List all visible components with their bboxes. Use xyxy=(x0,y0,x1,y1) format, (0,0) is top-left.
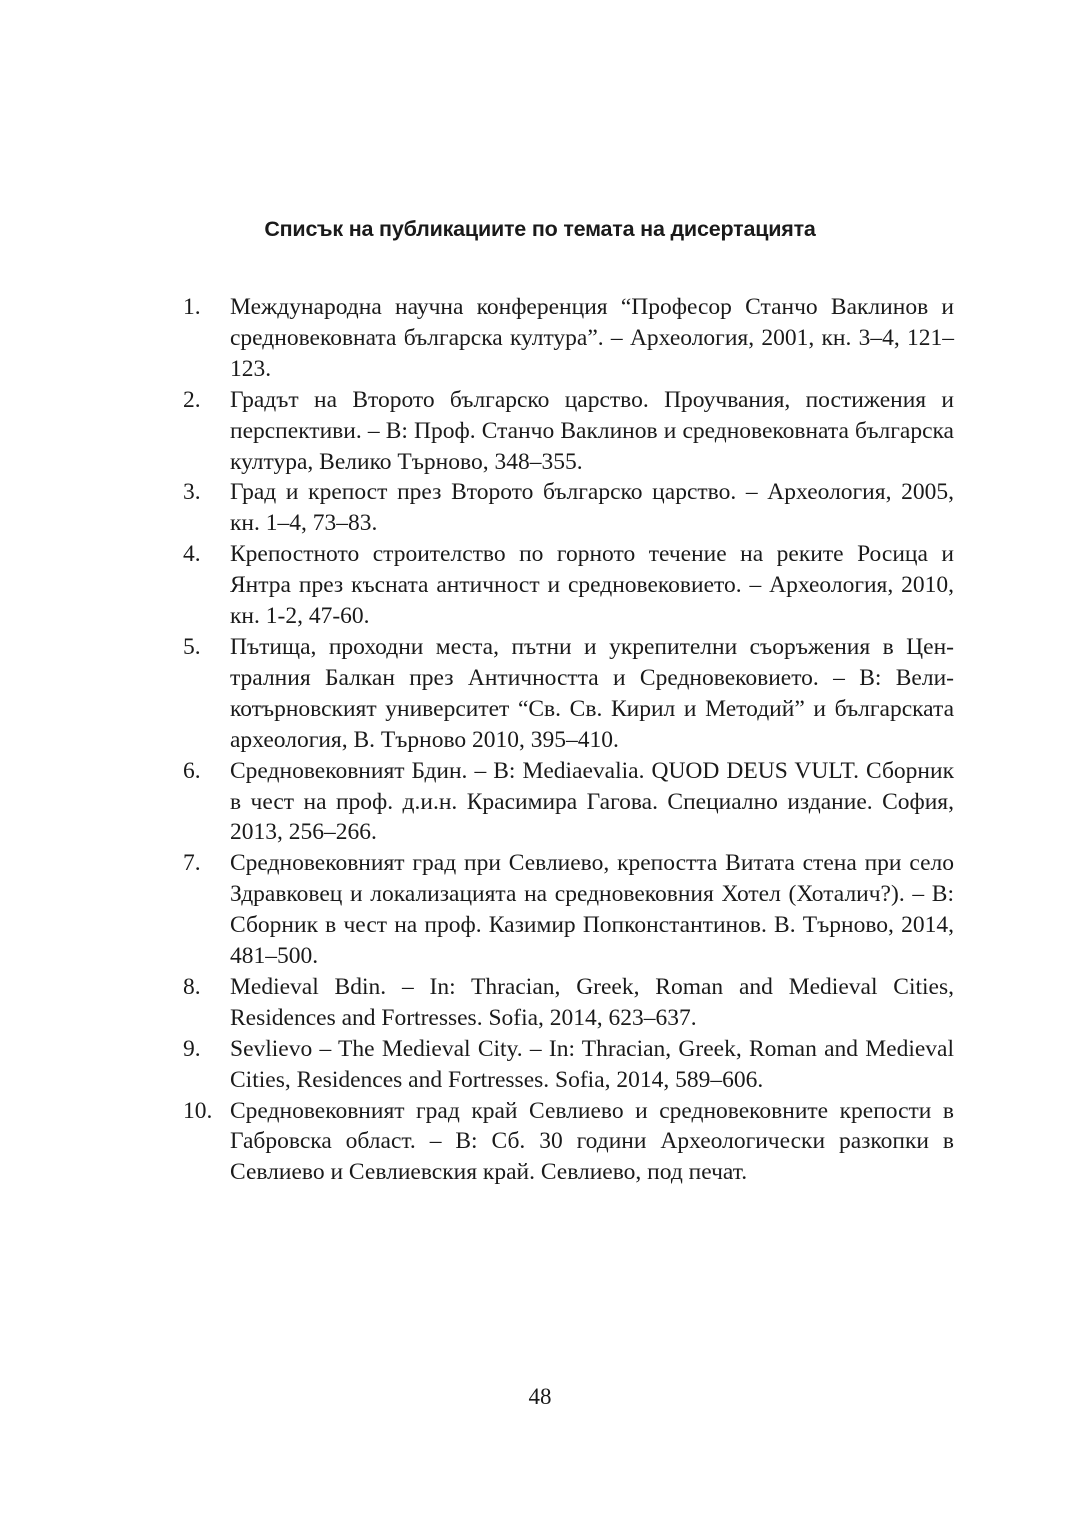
publication-number: 9. xyxy=(183,1035,201,1062)
publication-item xyxy=(183,1096,954,1189)
publication-item xyxy=(183,848,954,972)
publication-number: 3. xyxy=(183,479,201,506)
publication-number: 10. xyxy=(183,1097,213,1124)
publication-number: 1. xyxy=(183,294,201,320)
publication-number: 6. xyxy=(183,757,201,784)
publication-text: Medieval Bdin. – In: Thracian, Greek, Roman and Medieval Cities, Residences and Fortresses. Sofia, 2014, 623–637. xyxy=(230,973,954,1031)
publication-text: Средновековният град край Севлиево и средновековните крепости в Габровска област. – В: Сб. 30 години Археологически разкопки в Севлиево и Севлиевския край. Севлиево, под печат. xyxy=(230,1097,954,1186)
publication-text: Средновековният Бдин. – В: Mediaevalia. QUOD DEUS VULT. Сборник в чест на проф. д.и.н. Красимира Гагова. Специално издание. София, 2013, 256–266. xyxy=(230,757,954,846)
publication-text: Международна научна конференция “Професор Станчо Ваклинов и средновековната българска култура”. – Археология, 2001, кн. 3–4, 121–123. xyxy=(230,294,954,382)
publication-item xyxy=(183,1034,954,1096)
publication-number: 5. xyxy=(183,633,201,660)
publication-item xyxy=(183,756,954,849)
publication-item xyxy=(183,539,954,632)
publication-text: Средновековният град при Севлиево, крепостта Витата стена при село Здравковец и локализацията на средновековния Хотел (Хоталич?). – В: Сборник в чест на проф. Казимир Попконстантинов. В. Търново, 2014, 481–500. xyxy=(230,850,954,970)
publication-text: Град и крепост през Второто българско царство. – Археология, 2005, кн. 1–4, 73–83. xyxy=(230,479,954,537)
publication-item xyxy=(183,632,954,756)
publication-item xyxy=(183,477,954,539)
publication-text: Градът на Второто българско царство. Проучвания, постижения и перспективи. – В: Проф. Станчо Ваклинов и средновековната българска култура, Велико Търново, 348–355. xyxy=(230,386,954,475)
publication-text: Пътища, проходни места, пътни и укрепителни съоръжения в Централния Балкан през Античността и Средновековието. – В: Великотърновският университет “Св. Св. Кирил и Методий” и българската археология, В. Търново 2010, 395–410. xyxy=(230,633,954,753)
publication-number: 7. xyxy=(183,850,201,877)
page-title: Списък на публикациите по темата на дисертацията xyxy=(264,217,816,242)
publication-text: Крепостното строителство по горното течение на реките Росица и Янтра през късната античност и средновековието. – Археология, 2010, кн. 1-2, 47-60. xyxy=(230,541,954,630)
publication-item xyxy=(183,292,954,385)
page-number: 48 xyxy=(528,1384,552,1409)
publication-number: 4. xyxy=(183,541,201,568)
publication-item xyxy=(183,972,954,1034)
publication-number: 8. xyxy=(183,973,201,1000)
publication-list xyxy=(183,292,954,1188)
publication-item xyxy=(183,385,954,478)
publication-number: 2. xyxy=(183,386,201,413)
publication-text: Sevlievo – The Medieval City. – In: Thracian, Greek, Roman and Medieval Cities, Residences and Fortresses. Sofia, 2014, 589–606. xyxy=(230,1035,954,1093)
